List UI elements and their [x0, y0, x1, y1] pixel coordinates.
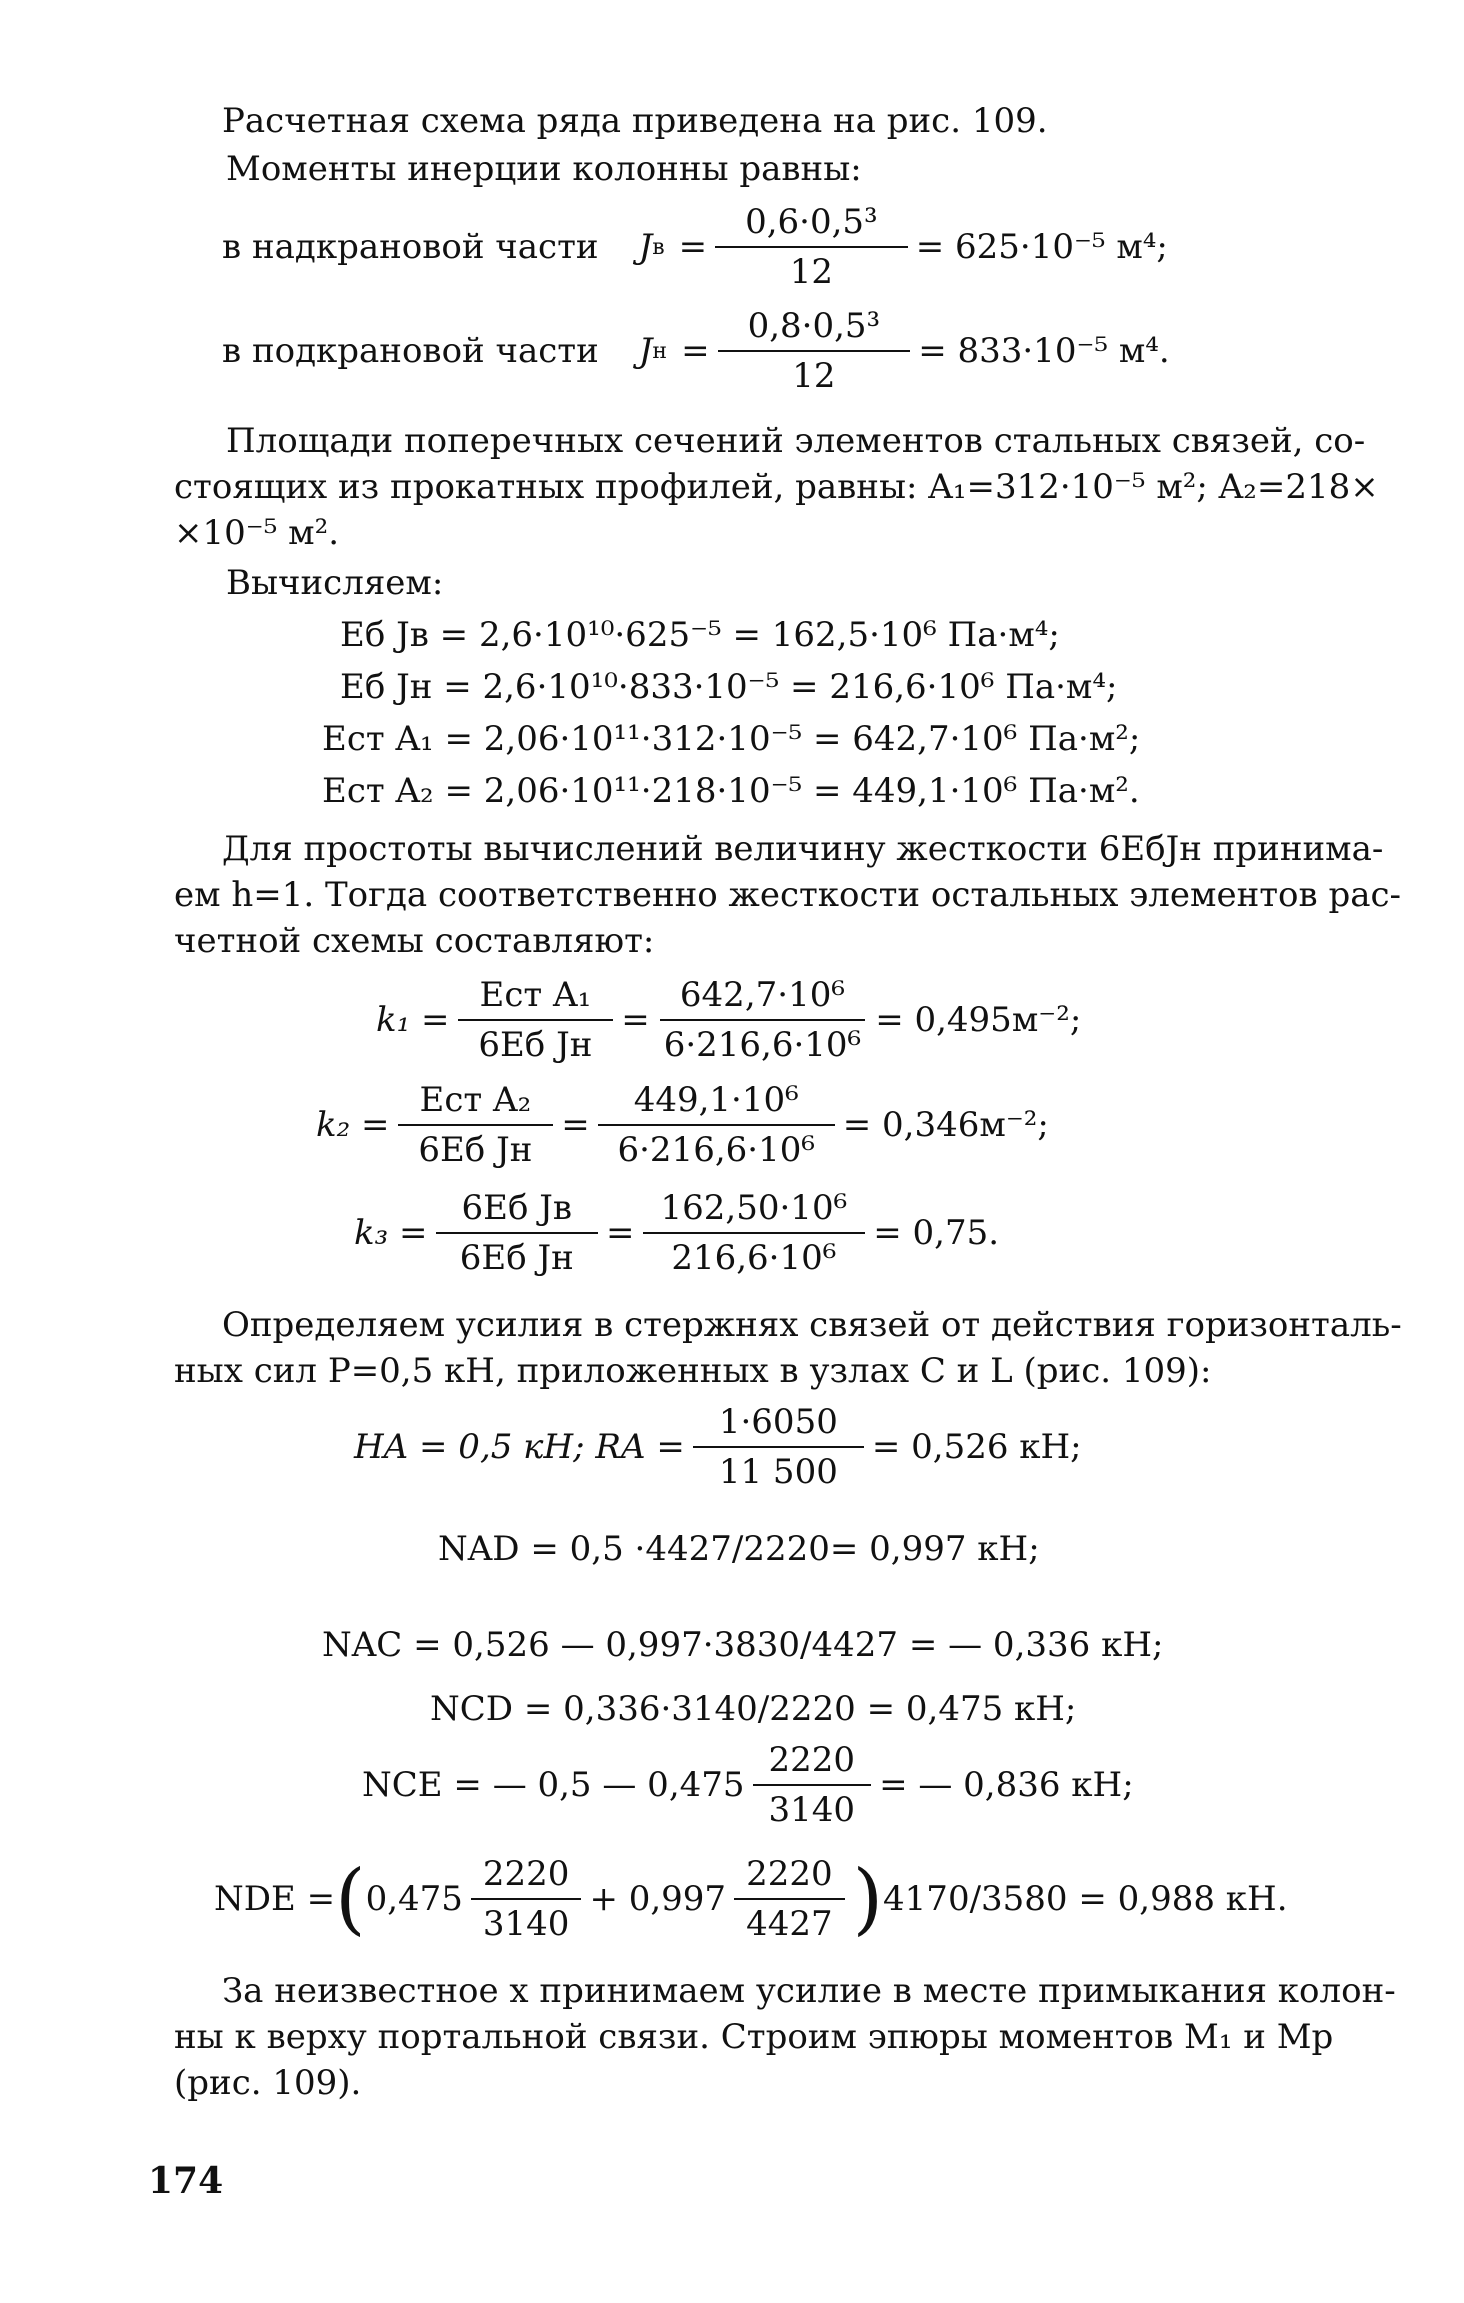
- ra-rhs: = 0,526 кН;: [871, 1427, 1082, 1467]
- jn-fraction: [718, 306, 911, 396]
- nde-b: + 0,997: [589, 1879, 727, 1919]
- k2-denominator-2: 6·216,6·10⁶: [617, 1130, 815, 1170]
- areas-line-3: ×10⁻⁵ м².: [174, 513, 340, 553]
- equation-nac: NAC = 0,526 — 0,997·3830/4427 = — 0,336 кН;: [322, 1625, 1164, 1665]
- jn-denominator: 12: [792, 356, 836, 396]
- nde-numerator-2: 2220: [734, 1854, 845, 1900]
- equation-nad: NAD = 0,5 ·4427/2220= 0,997 кН;: [438, 1529, 1040, 1569]
- nde-fraction-2: [734, 1854, 845, 1944]
- nde-rhs: 4170/3580 = 0,988 кН.: [883, 1879, 1288, 1919]
- simplify-line-1: Для простоты вычислений величину жесткости 6EбJн принима-: [222, 829, 1384, 869]
- closing-line-3: (рис. 109).: [174, 2063, 362, 2103]
- nce-lhs: NCE = — 0,5 — 0,475: [362, 1765, 745, 1805]
- equation-nce: [362, 1740, 1134, 1830]
- equation-ncd: NCD = 0,336·3140/2220 = 0,475 кН;: [430, 1689, 1077, 1729]
- nce-numerator: 2220: [753, 1740, 872, 1786]
- closing-line-2: ны к верху портальной связи. Строим эпюры моментов M₁ и Mp: [174, 2017, 1334, 2057]
- k3-numerator-1: 6Eб Jв: [436, 1188, 599, 1234]
- nde-lhs: NDE =: [214, 1879, 336, 1919]
- jn-sub: н: [652, 338, 668, 364]
- k2-fraction-1: [398, 1080, 554, 1170]
- k3-denominator-1: 6Eб Jн: [459, 1238, 574, 1278]
- k1-denominator-2: 6·216,6·10⁶: [663, 1025, 862, 1065]
- k1-rhs: = 0,495м⁻²;: [875, 1000, 1082, 1040]
- equation-k1: k₁ = $\frac{\text{Eст A₁}}{\text{6Eб Jн}}$ = $\frac{\text{642,7·10⁶}}{\text{6·216,6·10⁶}}$ = 0,495м⁻²;: [376, 975, 1082, 1065]
- closing-line-1: За неизвестное x принимаем усилие в месте примыкания колон-: [222, 1971, 1396, 2011]
- nce-rhs: = — 0,836 кН;: [879, 1765, 1134, 1805]
- nde-denominator-2: 4427: [746, 1904, 833, 1944]
- k1-fraction-1: [458, 975, 614, 1065]
- jn-numerator: 0,8·0,5³: [718, 306, 911, 352]
- compute-label: Вычисляем:: [226, 563, 444, 603]
- intro-line-2: Моменты инерции колонны равны:: [226, 149, 862, 189]
- k3-fraction-1: [436, 1188, 599, 1278]
- simplify-line-3: четной схемы составляют:: [174, 921, 655, 961]
- equation-k3: k₃ = $\frac{\text{6Eб Jв}}{\text{6Eб Jн}}$ = $\frac{\text{162,50·10⁶}}{\text{216,6·10⁶}}$ = 0,75.: [354, 1188, 1000, 1278]
- k2-lhs: k₂ =: [316, 1105, 390, 1145]
- equation-e3: Eст A₁ = 2,06·10¹¹·312·10⁻⁵ = 642,7·10⁶ Па·м²;: [322, 719, 1141, 759]
- jb-numerator: 0,6·0,5³: [715, 202, 908, 248]
- areas-line-1: Площади поперечных сечений элементов стальных связей, со-: [226, 421, 1366, 461]
- jb-lhs: J: [638, 227, 653, 267]
- k3-numerator-2: 162,50·10⁶: [643, 1188, 866, 1234]
- equation-e4: Eст A₂ = 2,06·10¹¹·218·10⁻⁵ = 449,1·10⁶ Па·м².: [322, 771, 1140, 811]
- ra-numerator: 1·6050: [693, 1402, 864, 1448]
- areas-line-2: стоящих из прокатных профилей, равны: A₁=312·10⁻⁵ м²; A₂=218×: [174, 467, 1379, 507]
- equation-e2: Eб Jн = 2,6·10¹⁰·833·10⁻⁵ = 216,6·10⁶ Па·м⁴;: [340, 667, 1118, 707]
- k3-rhs: = 0,75.: [873, 1213, 1000, 1253]
- k3-fraction-2: [643, 1188, 866, 1278]
- nce-fraction: [753, 1740, 872, 1830]
- equation-e1: Eб Jв = 2,6·10¹⁰·625⁻⁵ = 162,5·10⁶ Па·м⁴;: [340, 615, 1060, 655]
- nde-a: 0,475: [365, 1879, 463, 1919]
- ha-ra-lhs: HA = 0,5 кН; RA =: [354, 1427, 685, 1467]
- forces-line-2: ных сил P=0,5 кН, приложенных в узлах C и L (рис. 109):: [174, 1351, 1212, 1391]
- jb-label: в надкрановой части: [222, 227, 599, 267]
- k1-numerator-2: 642,7·10⁶: [660, 975, 865, 1021]
- k2-numerator-2: 449,1·10⁶: [598, 1080, 835, 1126]
- forces-line-1: Определяем усилия в стержнях связей от действия горизонталь-: [222, 1305, 1402, 1345]
- nce-denominator: 3140: [768, 1790, 856, 1830]
- jn-rhs: = 833·10⁻⁵ м⁴.: [918, 331, 1170, 371]
- jb-rhs: = 625·10⁻⁵ м⁴;: [915, 227, 1168, 267]
- simplify-line-2: ем h=1. Тогда соответственно жесткости остальных элементов рас-: [174, 875, 1402, 915]
- k2-rhs: = 0,346м⁻²;: [842, 1105, 1049, 1145]
- equation-jb: в надкрановой части J в = $\frac{\text{0,6·0,5³}}{12}$ = 625·10⁻⁵ м⁴;: [222, 202, 1168, 292]
- jb-sub: в: [652, 234, 665, 260]
- equation-k2: k₂ = $\frac{\text{Eст A₂}}{\text{6Eб Jн}}$ = $\frac{\text{449,1·10⁶}}{\text{6·216,6·10⁶}}$ = 0,346м⁻²;: [316, 1080, 1049, 1170]
- k1-fraction-2: [658, 975, 867, 1065]
- jb-denominator: 12: [789, 252, 834, 292]
- k2-numerator-1: Eст A₂: [398, 1080, 554, 1126]
- equation-ha-ra: [354, 1402, 1082, 1492]
- k3-lhs: k₃ =: [354, 1213, 428, 1253]
- equation-jn: в подкрановой части J н = $\frac{\text{0,8·0,5³}}{12}$ = 833·10⁻⁵ м⁴.: [222, 306, 1170, 396]
- ra-fraction: [693, 1402, 864, 1492]
- k3-denominator-2: 216,6·10⁶: [671, 1238, 837, 1278]
- k2-fraction-2: [598, 1080, 835, 1170]
- nde-fraction-1: [471, 1854, 582, 1944]
- ra-denominator: 11 500: [718, 1452, 838, 1492]
- k1-numerator-1: Eст A₁: [458, 975, 614, 1021]
- jb-fraction: [715, 202, 908, 292]
- jn-lhs: J: [638, 331, 653, 371]
- k1-denominator-1: 6Eб Jн: [478, 1025, 593, 1065]
- jn-label: в подкрановой части: [222, 331, 599, 371]
- nde-denominator-1: 3140: [482, 1904, 570, 1944]
- intro-line-1: Расчетная схема ряда приведена на рис. 109.: [222, 101, 1048, 141]
- k1-lhs: k₁ =: [376, 1000, 450, 1040]
- k2-denominator-1: 6Eб Jн: [418, 1130, 533, 1170]
- page-number: 174: [148, 2160, 224, 2202]
- nde-numerator-1: 2220: [471, 1854, 582, 1900]
- equation-nde: NDE = ( 0,475 $\frac{2220}{3140}$ + 0,997 $\frac{2220}{4427}$ ) 4170/3580 = 0,988 кН.: [214, 1854, 1288, 1944]
